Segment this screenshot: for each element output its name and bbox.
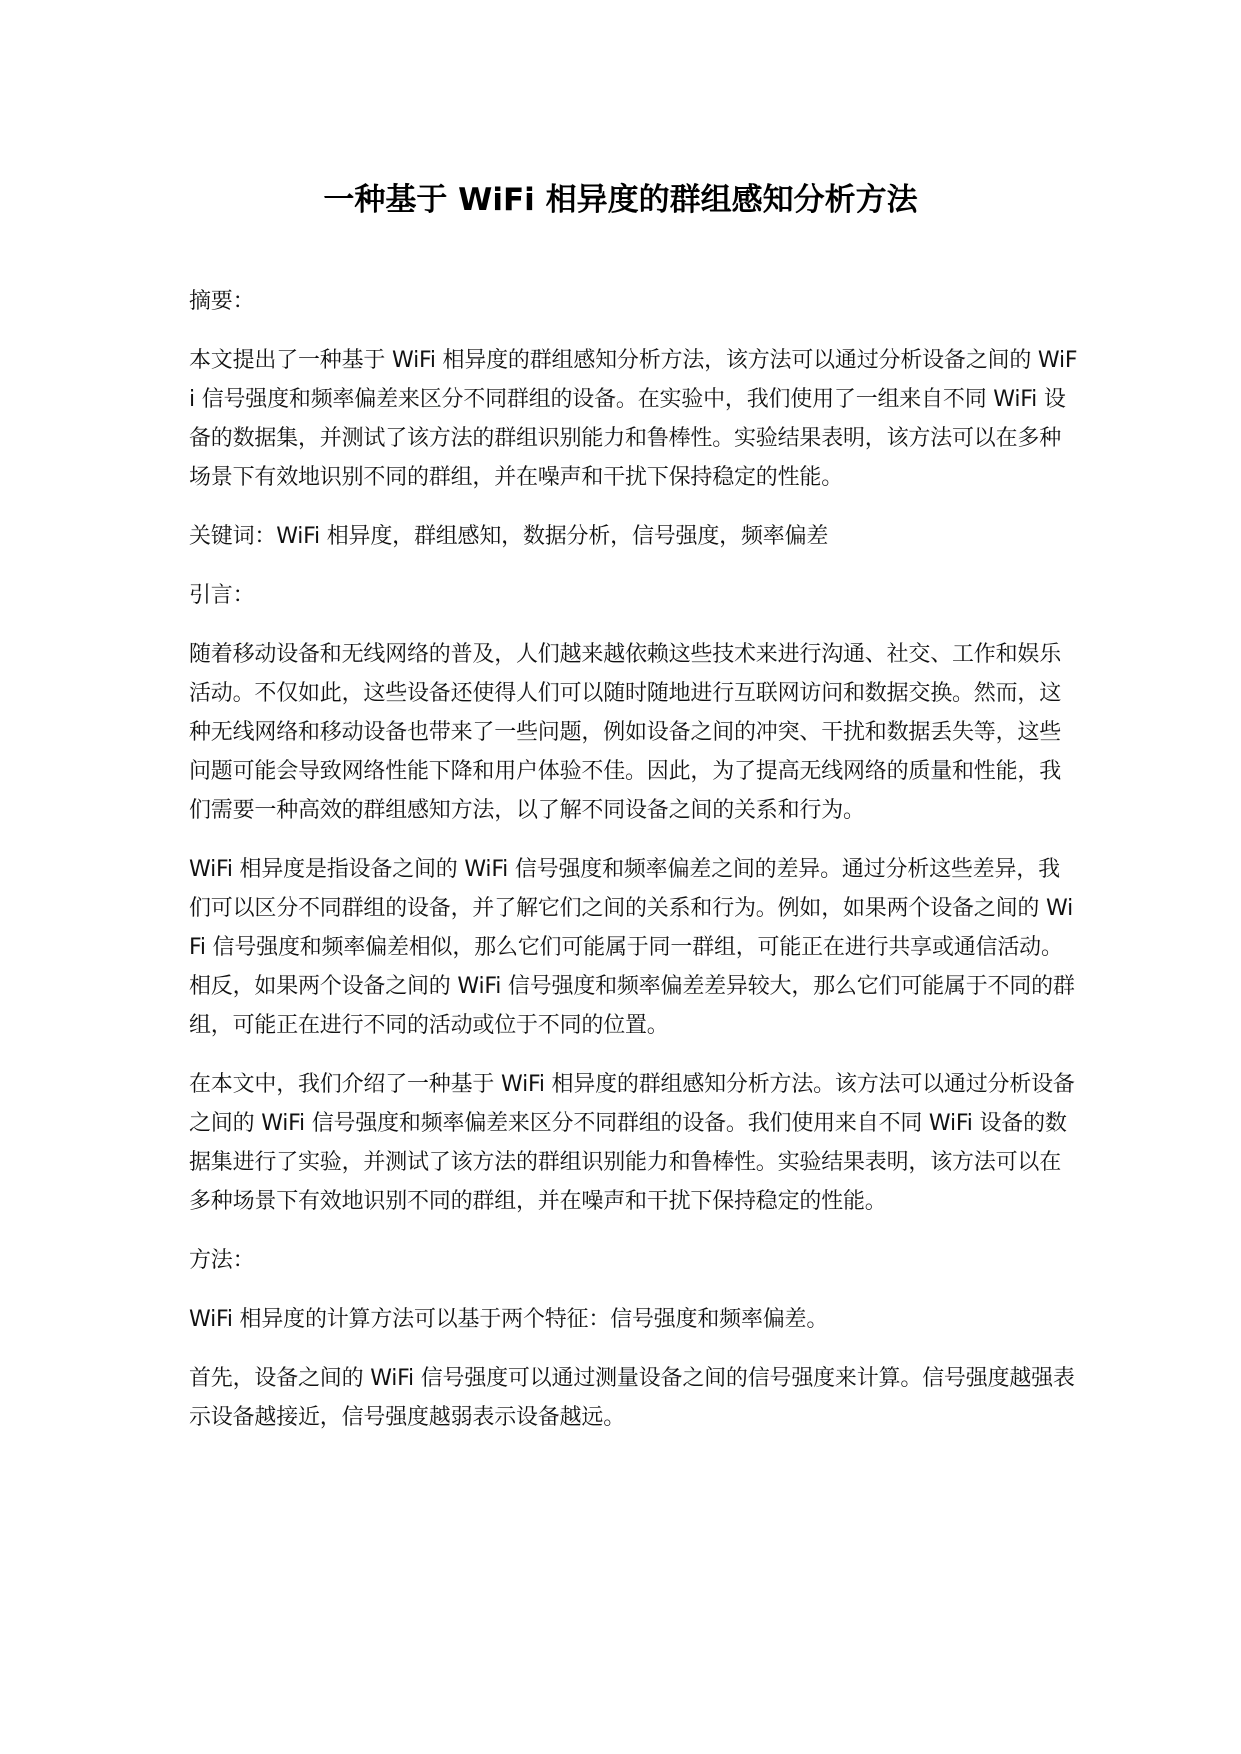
methods-heading: 方法： xyxy=(189,1248,255,1273)
abstract-paragraph: 本文提出了一种基于 WiFi 相异度的群组感知分析方法，该方法可以通过分析设备之间的 WiFi 信号强度和频率偏差来区分不同群组的设备。在实验中，我们使用了一组来自不同 WiFi 设备的数据集，并测试了该方法的群组识别能力和鲁棒性。实验结果表明，该方法可以在多种场景下有效地识别不同的群组，并在噪声和干扰下保持稳定的性能。 xyxy=(189,348,1078,490)
document-body xyxy=(189,282,1079,1457)
introduction-paragraph-3: 在本文中，我们介绍了一种基于 WiFi 相异度的群组感知分析方法。该方法可以通过分析设备之间的 WiFi 信号强度和频率偏差来区分不同群组的设备。我们使用来自不同 WiFi 设备的数据集进行了实验，并测试了该方法的群组识别能力和鲁棒性。实验结果表明，该方法可以在多种场景下有效地识别不同的群组，并在噪声和干扰下保持稳定的性能。 xyxy=(189,1072,1075,1214)
methods-paragraph-2: 首先，设备之间的 WiFi 信号强度可以通过测量设备之间的信号强度来计算。信号强度越强表示设备越接近，信号强度越弱表示设备越远。 xyxy=(189,1366,1075,1430)
keywords-line: 关键词：WiFi 相异度，群组感知，数据分析，信号强度，频率偏差 xyxy=(189,524,829,549)
abstract-heading: 摘要： xyxy=(189,289,255,314)
introduction-paragraph-2: WiFi 相异度是指设备之间的 WiFi 信号强度和频率偏差之间的差异。通过分析这些差异，我们可以区分不同群组的设备，并了解它们之间的关系和行为。例如，如果两个设备之间的 WiFi 信号强度和频率偏差相似，那么它们可能属于同一群组，可能正在进行共享或通信活动。相反，如果两个设备之间的 WiFi 信号强度和频率偏差差异较大，那么它们可能属于不同的群组，可能正在进行不同的活动或位于不同的位置。 xyxy=(189,857,1075,1038)
document-title: 一种基于 WiFi 相异度的群组感知分析方法 xyxy=(323,182,918,218)
introduction-heading: 引言： xyxy=(189,583,255,608)
introduction-paragraph-1: 随着移动设备和无线网络的普及，人们越来越依赖这些技术来进行沟通、社交、工作和娱乐活动。不仅如此，这些设备还使得人们可以随时随地进行互联网访问和数据交换。然而，这种无线网络和移动设备也带来了一些问题，例如设备之间的冲突、干扰和数据丢失等，这些问题可能会导致网络性能下降和用户体验不佳。因此，为了提高无线网络的质量和性能，我们需要一种高效的群组感知方法，以了解不同设备之间的关系和行为。 xyxy=(189,642,1062,823)
methods-paragraph-1: WiFi 相异度的计算方法可以基于两个特征：信号强度和频率偏差。 xyxy=(189,1307,829,1332)
